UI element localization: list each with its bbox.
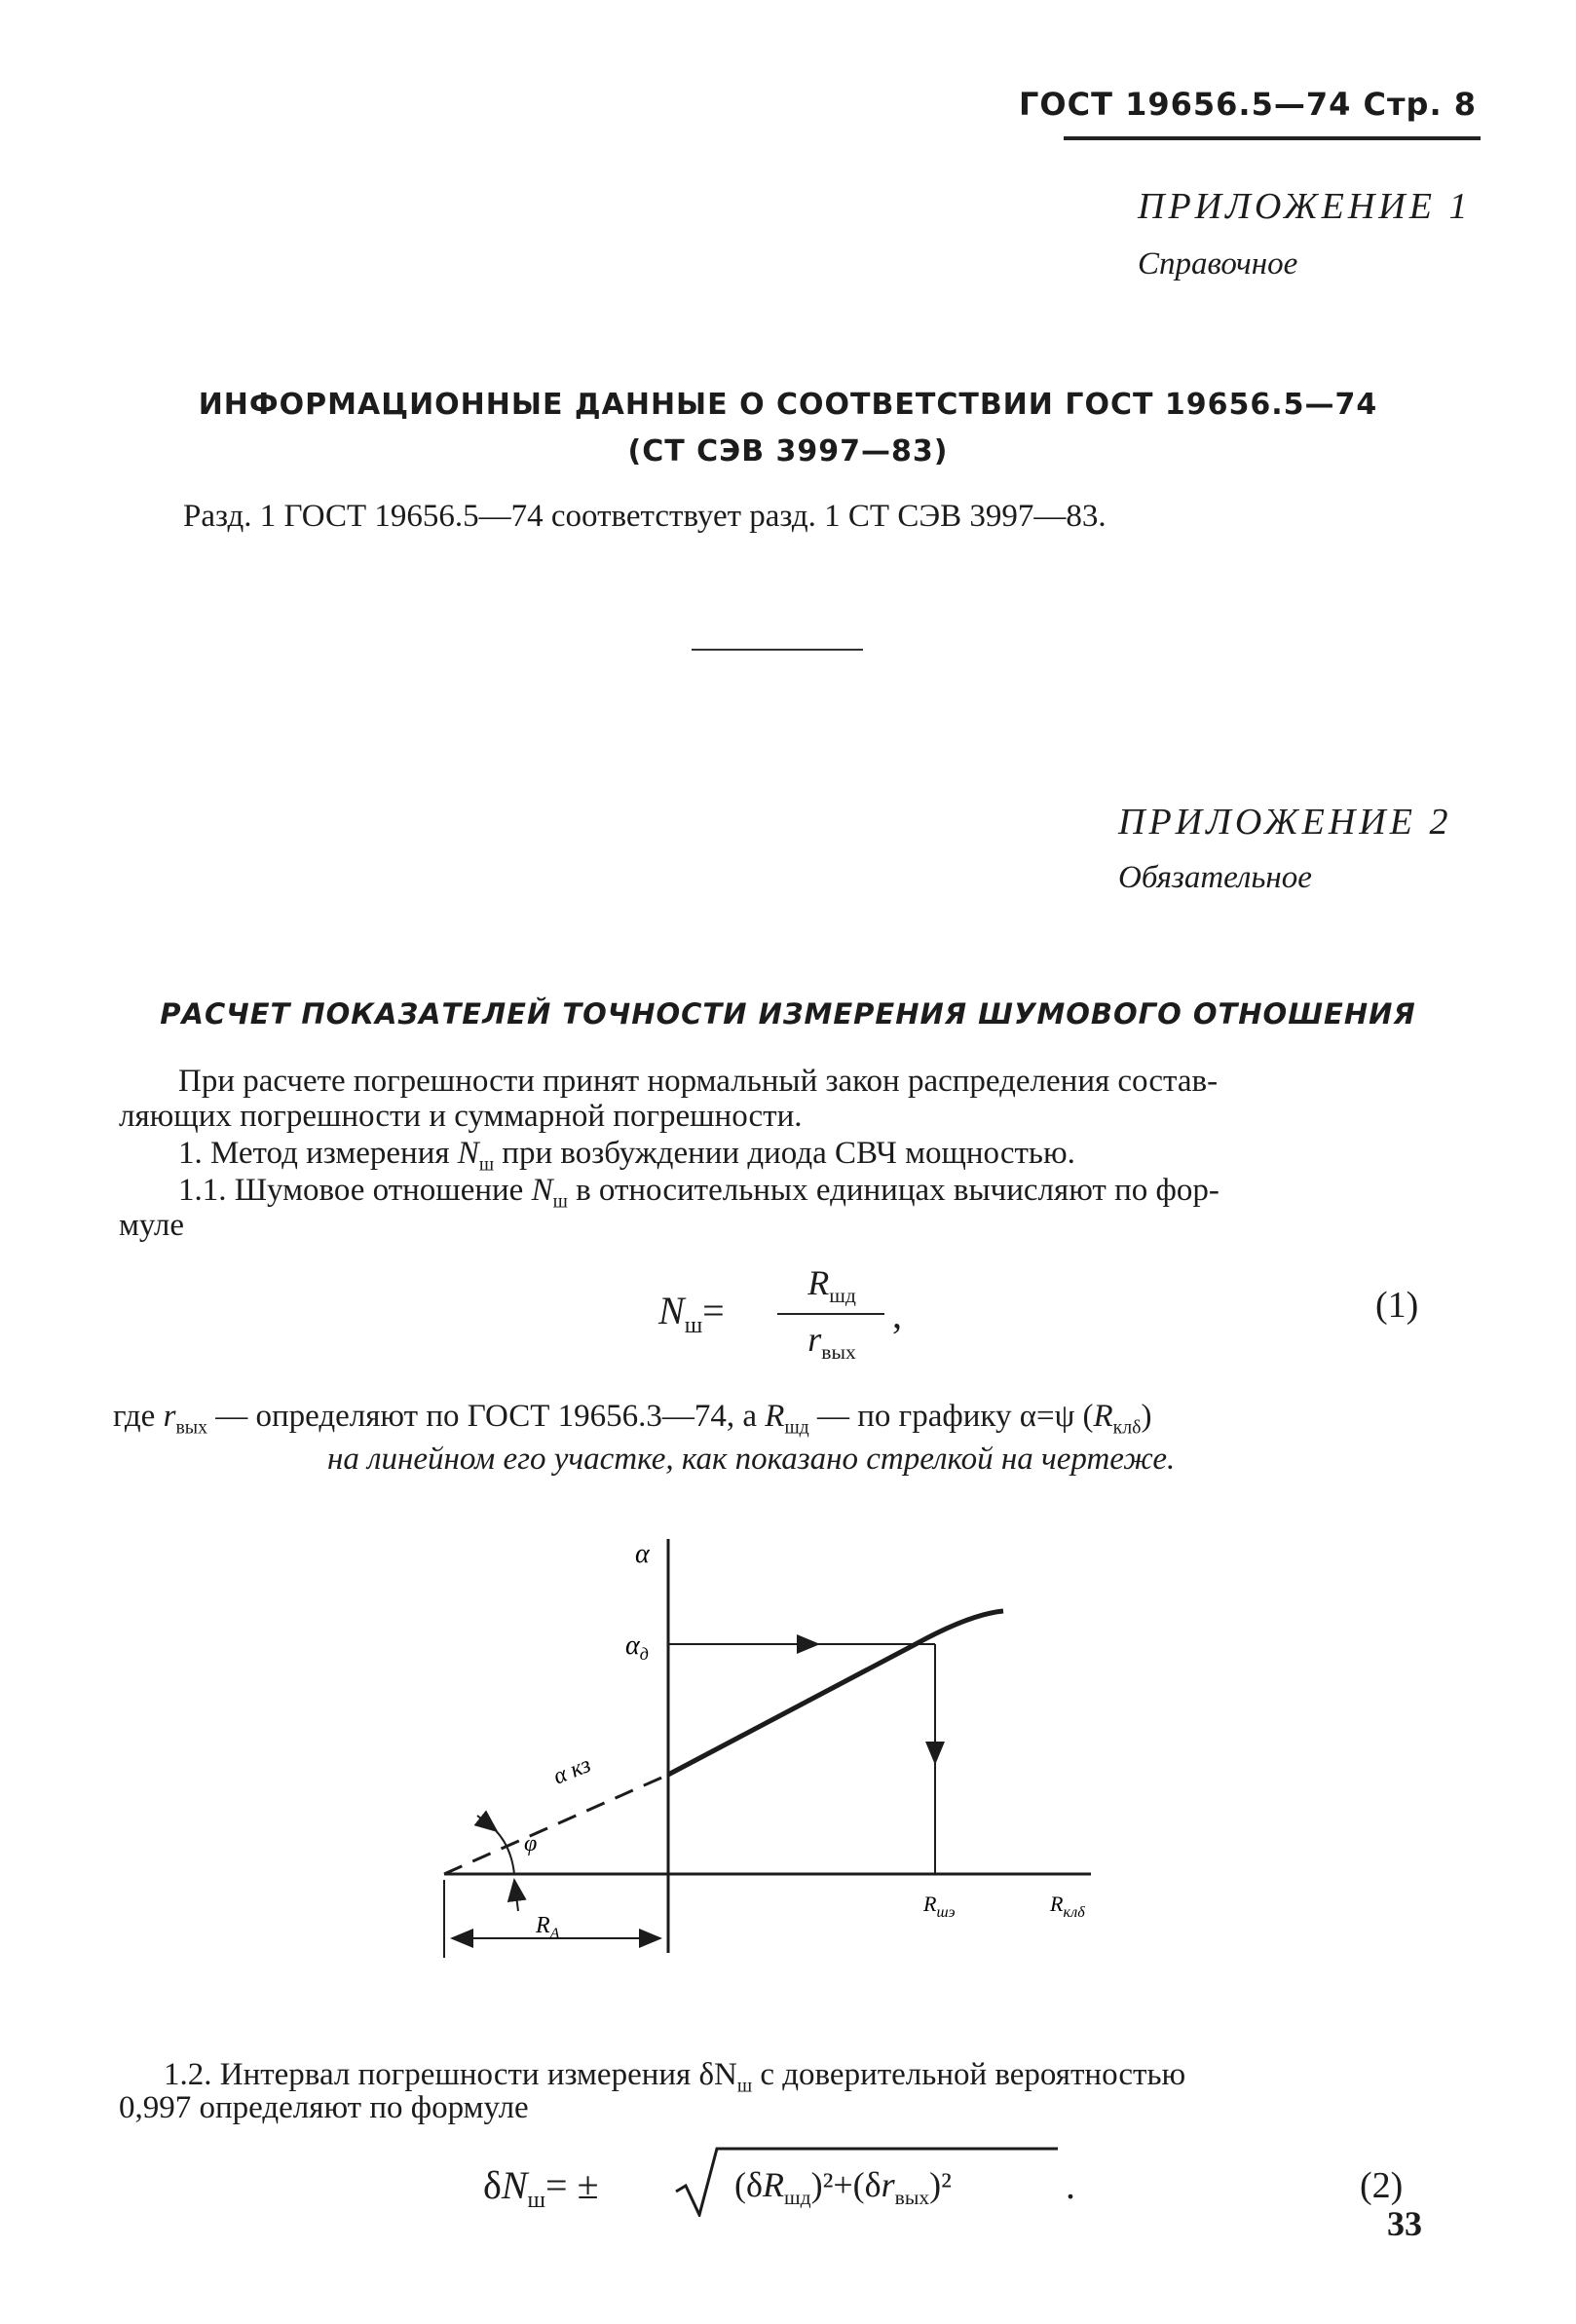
appendix1-heading-line1: ИНФОРМАЦИОННЫЕ ДАННЫЕ О СООТВЕТСТВИИ ГОСТ 19656.5—74 — [198, 388, 1378, 422]
label-ra: $R_A$ — [536, 1913, 560, 1942]
label-rkld: $R_{кл\delta}$ — [1050, 1892, 1085, 1921]
paragraph-2: 1. Метод измерения $N_ш$ при возбуждении диода СВЧ мощностью. — [178, 1136, 1075, 1176]
appendix2-subtitle: Обязательное — [1118, 860, 1312, 895]
label-rshe: $R_{шэ}$ — [923, 1892, 956, 1921]
fraction-bar — [777, 1313, 884, 1315]
appendix2-title: ПРИЛОЖЕНИЕ 2 — [1118, 802, 1452, 843]
formula-1-numerator: $R_{шд}$ — [807, 1263, 856, 1308]
appendix1-title: ПРИЛОЖЕНИЕ 1 — [1138, 186, 1472, 227]
page-number: 33 — [1387, 2204, 1422, 2243]
phi-arc — [485, 1821, 514, 1874]
paragraph-3-line2: муле — [119, 1208, 185, 1243]
calibration-diagram — [409, 1529, 1188, 1987]
paragraph-1-line2: ляющих погрешности и суммарной погрешности. — [119, 1099, 803, 1134]
label-alpha-kz: α кз — [549, 1751, 595, 1790]
page-header: ГОСТ 19656.5—74 Стр. 8 — [1019, 86, 1477, 123]
header-rule — [1064, 136, 1481, 140]
formula-1-denominator: $r_{вых}$ — [807, 1320, 856, 1365]
appendix1-body: Разд. 1 ГОСТ 19656.5—74 соответствует разд. 1 СТ СЭВ 3997—83. — [183, 499, 1107, 534]
where-line2: на линейном его участке, как показано стрелкой на чертеже. — [327, 1442, 1176, 1477]
paragraph-3-line1: 1.1. Шумовое отношение $N_ш$ в относительных единицах вычисляют по фор- — [178, 1173, 1220, 1213]
label-alpha-d: $\alpha_д$ — [625, 1631, 649, 1664]
paragraph-4-line2: 0,997 определяют по формуле — [119, 2090, 529, 2125]
calibration-curve — [668, 1611, 1003, 1775]
paragraph-1-line1: При расчете погрешности принят нормальный закон распределения состав- — [178, 1064, 1219, 1099]
extrapolation-line — [444, 1775, 668, 1874]
paragraph-4-line1: 1.2. Интервал погрешности измерения $\delta N_ш$ с доверительной вероятностью — [164, 2057, 1186, 2097]
label-alpha: α — [635, 1539, 650, 1569]
formula-2: $\delta N_ш=$ ± $(\delta R_{шд})^2+(\delta r_{вых})^2$ . — [483, 2143, 1107, 2221]
appendix1-subtitle: Справочное — [1138, 246, 1298, 281]
where-line1: где $r_{вых}$ — определяют по ГОСТ 19656.3—74, а $R_{шд}$ — по графику α=ψ $(R_{кл\delta})$ — [113, 1399, 1152, 1439]
section-divider — [692, 649, 863, 651]
appendix2-heading: РАСЧЕТ ПОКАЗАТЕЛЕЙ ТОЧНОСТИ ИЗМЕРЕНИЯ ШУМОВОГО ОТНОШЕНИЯ — [160, 997, 1416, 1031]
formula-1-number: (1) — [1375, 1285, 1419, 1326]
appendix1-heading-line2: (СТ СЭВ 3997—83) — [627, 434, 949, 469]
formula-2-number: (2) — [1360, 2165, 1404, 2206]
label-phi: φ — [524, 1831, 538, 1856]
